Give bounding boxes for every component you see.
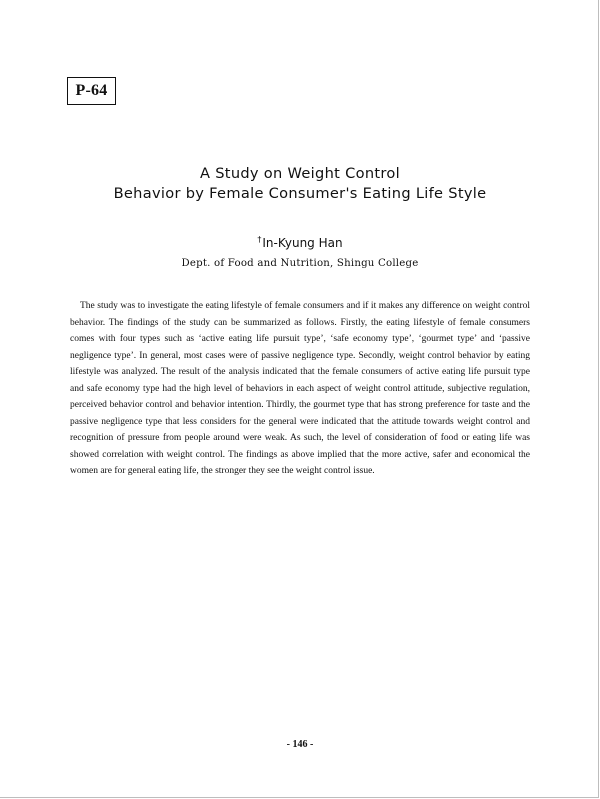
paper-title-line-2: Behavior by Female Consumer's Eating Life Style [113, 185, 487, 202]
author [0, 232, 600, 251]
corresponding-author-marker: † [257, 235, 262, 244]
affiliation: Dept. of Food and Nutrition, Shingu College [181, 258, 419, 269]
author-name: In-Kyung Han [262, 236, 343, 250]
page-number: - 146 - [286, 739, 314, 750]
poster-id-box: P-64 [67, 77, 116, 105]
paper-title-line-1: A Study on Weight Control [200, 165, 400, 182]
abstract-text: The study was to investigate the eating lifestyle of female consumers and if it makes any difference on weight control behavior. The findings of the study can be summarized as follows. Firstly, the eating lifestyle of female consumers comes with four types such as ‘active eating life pursuit type’, ‘safe economy type’, ‘gourmet type’ and ‘passive negligence type’. In general, most cases were of passive negligence type. Secondly, weight control behavior by eating lifestyle was analyzed. The result of the analysis indicated that the female consumers of active eating life pursuit type and safe economy type had the high level of behaviors in each aspect of weight control attitude, subjective regulation, perceived behavior control and behavior intention. Thirdly, the gourmet type that has strong preference for taste and the passive negligence type that less considers for the general were indicated that the attitude towards weight control and recognition of pressure from people around were weak. As such, the level of consideration of food or eating life was showed correlation with weight control. The findings as above implied that the more active, safer and economical the women are for general eating life, the stronger they see the weight control issue. [70, 301, 530, 477]
